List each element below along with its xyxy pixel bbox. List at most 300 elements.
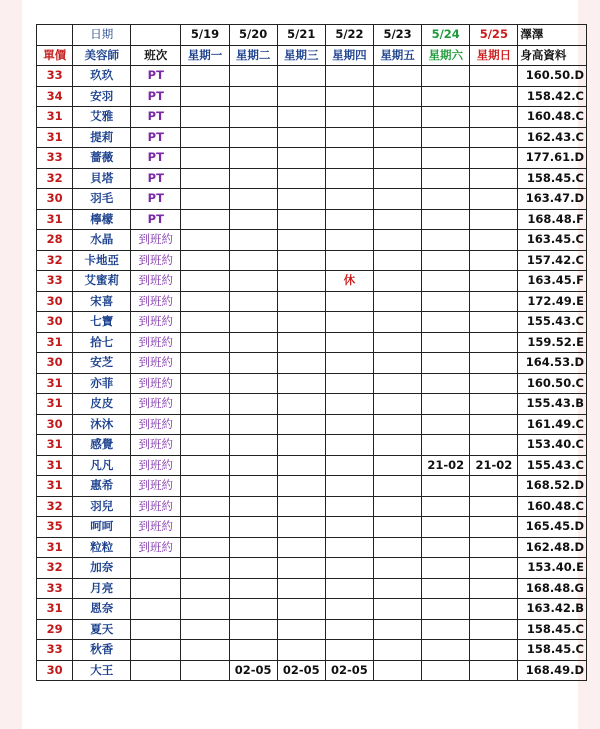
day-cell-sat [422,558,470,579]
table-row [37,332,587,353]
day-cell-fri [374,189,422,210]
day-cell-wed [277,250,325,271]
name-cell: 貝塔 [73,168,131,189]
day-cell-thu [325,640,373,661]
info-cell: 163.45.F [518,271,587,292]
day-cell-wed [277,107,325,128]
table-row [37,250,587,271]
day-cell-fri [374,394,422,415]
shift-cell: 到班約 [131,271,181,292]
price-cell: 31 [37,373,73,394]
name-cell: 七寶 [73,312,131,333]
day-cell-wed [277,127,325,148]
day-cell-fri [374,332,422,353]
name-cell: 艾蜜莉 [73,271,131,292]
day-cell-sat [422,148,470,169]
name-cell: 薔薇 [73,148,131,169]
day-cell-mon [181,476,229,497]
day-cell-thu [325,209,373,230]
day-cell-tue [229,414,277,435]
price-cell: 33 [37,66,73,87]
shift-cell: 到班約 [131,394,181,415]
day-cell-sat [422,66,470,87]
price-cell: 32 [37,250,73,271]
name-cell: 亦菲 [73,373,131,394]
day-cell-wed [277,558,325,579]
day-cell-sun [470,394,518,415]
info-cell: 160.48.C [518,496,587,517]
name-cell: 皮皮 [73,394,131,415]
price-cell: 32 [37,168,73,189]
day-cell-wed [277,455,325,476]
day-cell-sun [470,619,518,640]
day-cell-wed [277,599,325,620]
day-cell-thu: 02-05 [325,660,373,681]
day-cell-tue [229,537,277,558]
day-cell-sun [470,250,518,271]
day-cell-wed [277,291,325,312]
day-cell-fri [374,578,422,599]
day-cell-sun: 21-02 [470,455,518,476]
shift-cell [131,599,181,620]
price-cell: 33 [37,640,73,661]
price-cell: 31 [37,127,73,148]
shift-cell: 到班約 [131,435,181,456]
shift-cell: 到班約 [131,414,181,435]
day-cell-tue [229,435,277,456]
day-cell-sun [470,435,518,456]
day-cell-mon [181,209,229,230]
shift-cell: PT [131,127,181,148]
price-cell: 31 [37,455,73,476]
day-cell-mon [181,291,229,312]
day-cell-fri [374,230,422,251]
day-cell-wed [277,168,325,189]
day-cell-tue [229,455,277,476]
table-row [37,455,587,476]
day-cell-mon [181,373,229,394]
table-row [37,271,587,292]
shift-cell [131,660,181,681]
info-cell: 158.42.C [518,86,587,107]
name-cell: 惠希 [73,476,131,497]
table-row [37,394,587,415]
shift-cell: PT [131,209,181,230]
day-cell-mon [181,660,229,681]
day-cell-sat [422,250,470,271]
table-row [37,312,587,333]
day-cell-tue [229,353,277,374]
price-cell: 34 [37,86,73,107]
price-cell: 31 [37,476,73,497]
day-cell-tue [229,599,277,620]
name-cell: 提莉 [73,127,131,148]
name-cell: 羽毛 [73,189,131,210]
day-cell-thu [325,394,373,415]
name-header: 美容師 [73,45,131,66]
day-cell-thu [325,353,373,374]
shift-cell: 到班約 [131,517,181,538]
shift-cell: 到班約 [131,230,181,251]
day-cell-sun [470,373,518,394]
day-cell-sun [470,271,518,292]
day-cell-sat [422,271,470,292]
day-cell-sun [470,476,518,497]
name-cell: 月亮 [73,578,131,599]
day-cell-mon [181,435,229,456]
day-cell-fri [374,107,422,128]
day-cell-thu [325,558,373,579]
day-cell-mon [181,578,229,599]
day-cell-fri [374,414,422,435]
date-sat: 5/24 [422,25,470,46]
name-cell: 恩奈 [73,599,131,620]
day-cell-sun [470,640,518,661]
shift-cell [131,640,181,661]
day-cell-sat [422,353,470,374]
day-cell-wed: 02-05 [277,660,325,681]
table-row [37,189,587,210]
table-row [37,127,587,148]
table-row [37,476,587,497]
day-cell-thu [325,86,373,107]
name-cell: 秋香 [73,640,131,661]
day-cell-sat [422,168,470,189]
info-cell: 172.49.E [518,291,587,312]
shift-cell [131,578,181,599]
day-cell-thu [325,230,373,251]
weekday-sun: 星期日 [470,45,518,66]
day-cell-thu [325,455,373,476]
day-cell-sat [422,476,470,497]
info-cell: 168.48.F [518,209,587,230]
header-blank [131,25,181,46]
day-cell-tue [229,394,277,415]
day-cell-tue [229,558,277,579]
shift-cell: PT [131,107,181,128]
info-cell: 162.48.D [518,537,587,558]
day-cell-thu [325,435,373,456]
day-cell-sun [470,127,518,148]
weekday-sat: 星期六 [422,45,470,66]
day-cell-sat [422,578,470,599]
header-blank [37,25,73,46]
date-label: 日期 [73,25,131,46]
day-cell-fri [374,558,422,579]
shift-cell: PT [131,66,181,87]
day-cell-thu [325,168,373,189]
day-cell-tue [229,619,277,640]
day-cell-mon [181,394,229,415]
day-cell-thu [325,476,373,497]
day-cell-sun [470,168,518,189]
info-cell: 158.45.C [518,640,587,661]
day-cell-tue [229,189,277,210]
day-cell-thu [325,332,373,353]
shift-cell: 到班約 [131,496,181,517]
info-cell: 165.45.D [518,517,587,538]
info-cell: 160.50.D [518,66,587,87]
day-cell-fri [374,640,422,661]
price-cell: 33 [37,148,73,169]
day-cell-sat [422,373,470,394]
info-cell: 158.45.C [518,619,587,640]
day-cell-wed [277,476,325,497]
day-cell-wed [277,148,325,169]
day-cell-sat [422,599,470,620]
day-cell-wed [277,86,325,107]
price-cell: 31 [37,599,73,620]
table-row [37,209,587,230]
day-cell-wed [277,517,325,538]
info-cell: 155.43.C [518,455,587,476]
info-cell: 157.42.C [518,250,587,271]
day-cell-thu [325,312,373,333]
day-cell-sun [470,660,518,681]
name-cell: 呵呵 [73,517,131,538]
day-cell-wed [277,619,325,640]
day-cell-wed [277,373,325,394]
price-cell: 31 [37,435,73,456]
name-cell: 羽兒 [73,496,131,517]
day-cell-tue [229,250,277,271]
name-cell: 夏天 [73,619,131,640]
info-cell: 163.42.B [518,599,587,620]
day-cell-fri [374,271,422,292]
day-cell-sun [470,599,518,620]
name-cell: 安芝 [73,353,131,374]
day-cell-thu [325,619,373,640]
day-cell-wed [277,271,325,292]
date-fri: 5/23 [374,25,422,46]
shift-cell [131,558,181,579]
day-cell-thu [325,599,373,620]
day-cell-sat [422,209,470,230]
owner-name: 澤澤 [518,25,587,46]
price-cell: 30 [37,660,73,681]
day-cell-sat [422,660,470,681]
day-cell-sat [422,619,470,640]
table-row [37,291,587,312]
shift-cell: 到班約 [131,373,181,394]
day-cell-wed [277,209,325,230]
info-cell: 163.45.C [518,230,587,251]
table-row [37,148,587,169]
day-cell-mon [181,250,229,271]
day-cell-thu [325,66,373,87]
price-header: 單價 [37,45,73,66]
day-cell-sun [470,353,518,374]
day-cell-tue [229,209,277,230]
shift-cell: PT [131,168,181,189]
day-cell-thu [325,496,373,517]
day-cell-wed [277,496,325,517]
day-cell-sat [422,312,470,333]
info-header: 身高資料 [518,45,587,66]
schedule-sheet [22,0,584,729]
day-cell-fri [374,599,422,620]
shift-cell: PT [131,148,181,169]
day-cell-sun [470,86,518,107]
day-cell-thu: 休 [325,271,373,292]
day-cell-sat [422,537,470,558]
weekday-wed: 星期三 [277,45,325,66]
name-cell: 艾雅 [73,107,131,128]
day-cell-mon [181,271,229,292]
day-cell-wed [277,394,325,415]
info-cell: 160.48.C [518,107,587,128]
date-thu: 5/22 [325,25,373,46]
day-cell-sun [470,558,518,579]
info-cell: 155.43.B [518,394,587,415]
info-cell: 164.53.D [518,353,587,374]
day-cell-wed [277,435,325,456]
info-cell: 153.40.C [518,435,587,456]
day-cell-mon [181,312,229,333]
day-cell-sat [422,640,470,661]
day-cell-mon [181,230,229,251]
day-cell-mon [181,537,229,558]
table-row [37,660,587,681]
shift-cell: 到班約 [131,312,181,333]
day-cell-mon [181,107,229,128]
name-cell: 加奈 [73,558,131,579]
day-cell-tue [229,107,277,128]
day-cell-fri [374,250,422,271]
day-cell-fri [374,312,422,333]
day-cell-thu [325,517,373,538]
day-cell-thu [325,291,373,312]
day-cell-tue [229,66,277,87]
day-cell-sun [470,496,518,517]
day-cell-mon [181,455,229,476]
name-cell: 凡凡 [73,455,131,476]
name-cell: 大王 [73,660,131,681]
day-cell-sat [422,517,470,538]
weekday-mon: 星期一 [181,45,229,66]
price-cell: 28 [37,230,73,251]
shift-cell: 到班約 [131,250,181,271]
name-cell: 水晶 [73,230,131,251]
day-cell-sun [470,537,518,558]
table-row [37,86,587,107]
day-cell-sun [470,312,518,333]
day-cell-mon [181,332,229,353]
day-cell-fri [374,127,422,148]
day-cell-mon [181,86,229,107]
day-cell-tue [229,640,277,661]
day-cell-mon [181,496,229,517]
day-cell-sat [422,332,470,353]
name-cell: 檸檬 [73,209,131,230]
day-cell-sat [422,496,470,517]
price-cell: 33 [37,578,73,599]
info-cell: 153.40.E [518,558,587,579]
day-cell-tue [229,332,277,353]
info-cell: 160.50.C [518,373,587,394]
price-cell: 30 [37,189,73,210]
table-row [37,496,587,517]
day-cell-sat [422,189,470,210]
shift-cell: PT [131,189,181,210]
day-cell-sat [422,127,470,148]
price-cell: 33 [37,271,73,292]
table-row [37,599,587,620]
table-row [37,435,587,456]
day-cell-thu [325,148,373,169]
table-row [37,578,587,599]
price-cell: 29 [37,619,73,640]
name-cell: 感覺 [73,435,131,456]
day-cell-tue [229,230,277,251]
day-cell-mon [181,599,229,620]
day-cell-wed [277,578,325,599]
day-cell-sun [470,189,518,210]
table-row [37,66,587,87]
info-cell: 168.52.D [518,476,587,497]
price-cell: 30 [37,414,73,435]
day-cell-sat [422,414,470,435]
day-cell-tue [229,86,277,107]
day-cell-wed [277,332,325,353]
day-cell-sun [470,517,518,538]
shift-cell: 到班約 [131,291,181,312]
info-cell: 161.49.C [518,414,587,435]
shift-cell: 到班約 [131,537,181,558]
day-cell-sun [470,332,518,353]
day-cell-sat [422,291,470,312]
day-cell-fri [374,209,422,230]
day-cell-fri [374,435,422,456]
date-header-row [37,25,587,46]
price-cell: 30 [37,291,73,312]
day-cell-sat [422,86,470,107]
price-cell: 31 [37,332,73,353]
day-cell-tue [229,168,277,189]
day-cell-sun [470,66,518,87]
name-cell: 卡地亞 [73,250,131,271]
day-cell-mon [181,66,229,87]
day-cell-tue [229,148,277,169]
day-cell-mon [181,168,229,189]
day-cell-mon [181,640,229,661]
day-cell-sat [422,107,470,128]
day-cell-fri [374,168,422,189]
day-cell-tue [229,312,277,333]
info-cell: 168.48.G [518,578,587,599]
day-cell-tue [229,476,277,497]
weekday-fri: 星期五 [374,45,422,66]
date-wed: 5/21 [277,25,325,46]
day-cell-thu [325,250,373,271]
info-cell: 163.47.D [518,189,587,210]
day-cell-thu [325,414,373,435]
info-cell: 159.52.E [518,332,587,353]
shift-cell: 到班約 [131,332,181,353]
table-row [37,517,587,538]
column-header-row [37,45,587,66]
shift-cell: 到班約 [131,353,181,374]
date-tue: 5/20 [229,25,277,46]
day-cell-mon [181,127,229,148]
date-mon: 5/19 [181,25,229,46]
day-cell-wed [277,312,325,333]
day-cell-wed [277,353,325,374]
table-row [37,230,587,251]
day-cell-sun [470,107,518,128]
info-cell: 155.43.C [518,312,587,333]
day-cell-sun [470,209,518,230]
